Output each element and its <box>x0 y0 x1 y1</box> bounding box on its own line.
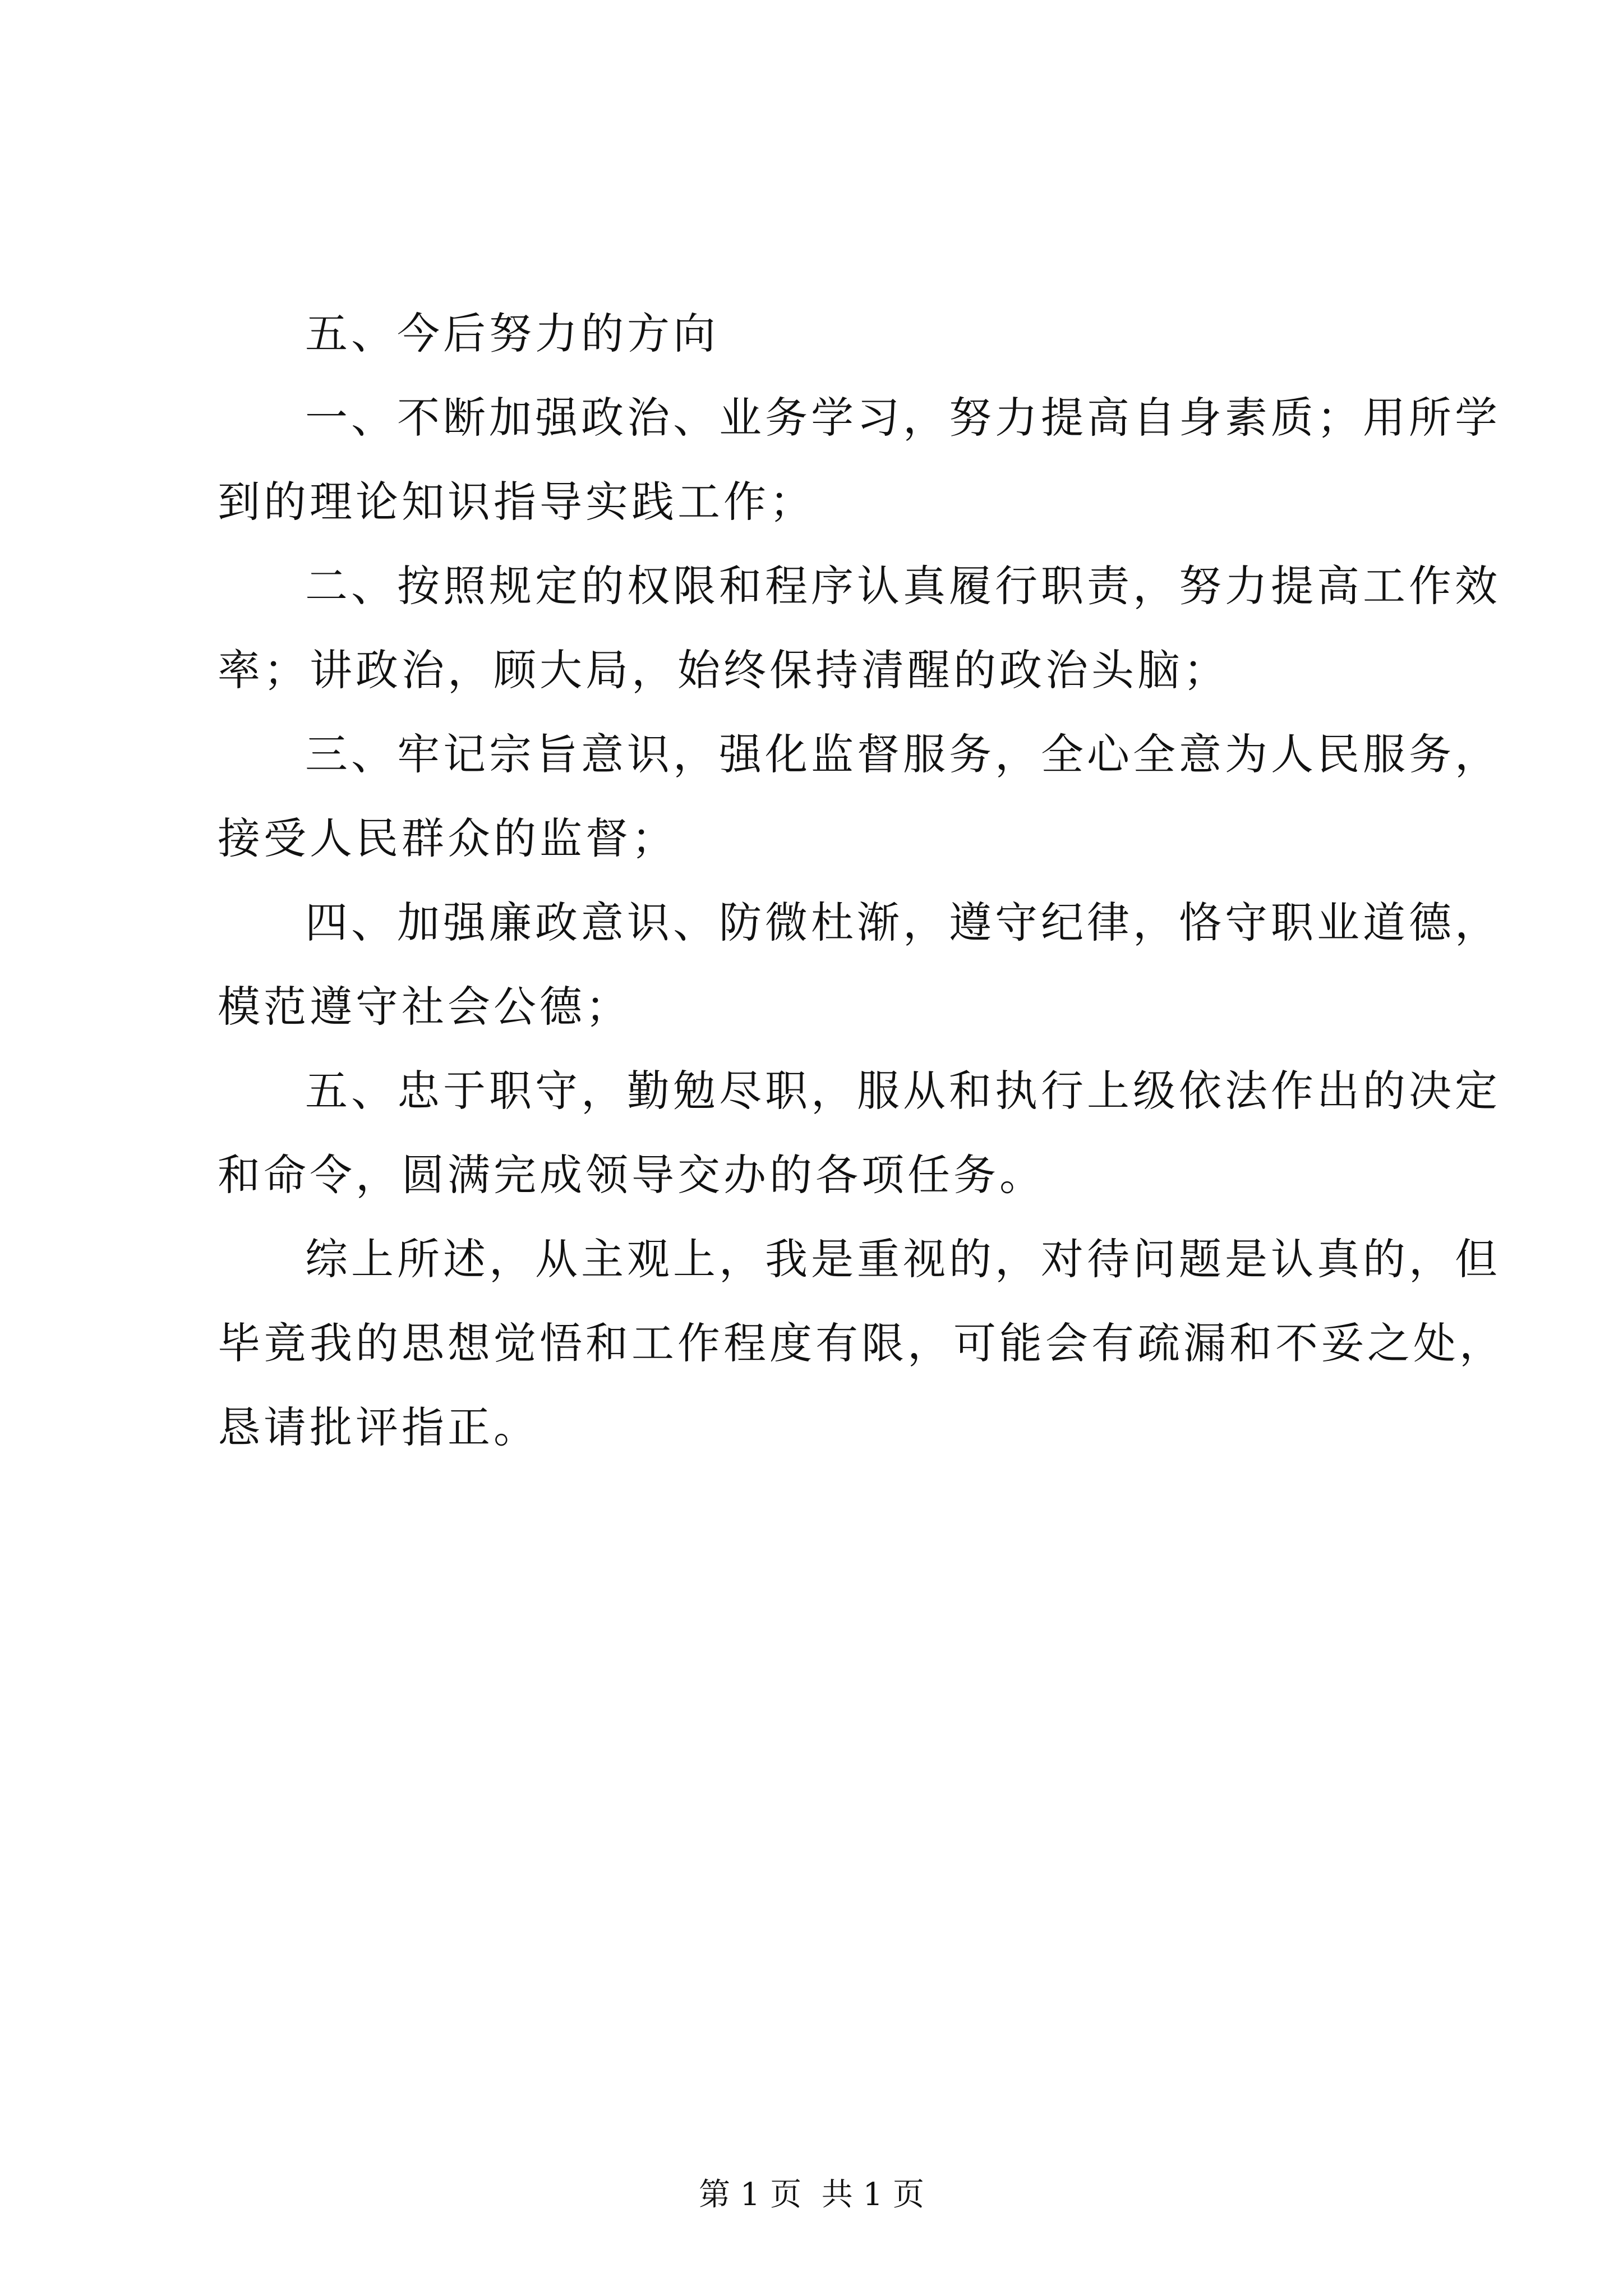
paragraph <box>218 544 1501 712</box>
text-line: 二、按照规定的权限和程序认真履行职责，努力提高工作效 <box>305 561 1501 611</box>
paragraph <box>218 712 1501 881</box>
text-line: 四、加强廉政意识、防微杜渐，遵守纪律，恪守职业道德， <box>305 898 1501 947</box>
paragraph <box>218 376 1501 544</box>
text-line: 一、不断加强政治、业务学习，努力提高自身素质；用所学 <box>305 393 1501 443</box>
text-line: 五、今后努力的方向 <box>305 309 719 358</box>
text-line: 五、忠于职守，勤勉尽职，服从和执行上级依法作出的决定 <box>305 1066 1501 1116</box>
text-line: 三、牢记宗旨意识，强化监督服务，全心全意为人民服务， <box>305 729 1501 779</box>
text-line: 毕竟我的思想觉悟和工作程度有限，可能会有疏漏和不妥之处， <box>218 1318 1505 1368</box>
paragraph-conclusion <box>218 1217 1505 1470</box>
text-line: 恳请批评指正。 <box>218 1402 540 1452</box>
text-line: 和命令，圆满完成领导交办的各项任务。 <box>218 1150 1045 1200</box>
text-line: 接受人民群众的监督； <box>218 813 677 863</box>
text-line: 模范遵守社会公德； <box>218 982 631 1032</box>
document-body <box>218 292 1505 1470</box>
paragraph <box>218 1049 1501 1217</box>
text-line: 综上所述，从主观上，我是重视的，对待问题是认真的，但 <box>305 1234 1501 1284</box>
page-footer: 第 1 页 共 1 页 <box>698 2177 925 2213</box>
paragraph <box>218 881 1501 1049</box>
paragraph-heading <box>218 292 1412 376</box>
text-line: 到的理论知识指导实践工作； <box>218 477 815 527</box>
text-line: 率；讲政治，顾大局，始终保持清醒的政治头脑； <box>218 645 1229 695</box>
